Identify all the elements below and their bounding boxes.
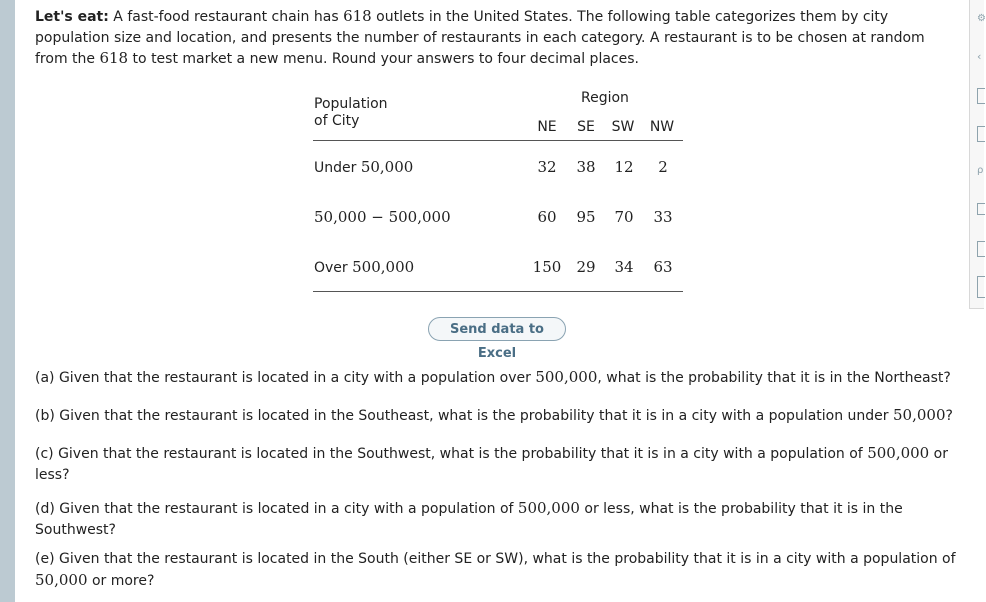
q-text: or more? (87, 572, 155, 589)
tool-icon-4[interactable] (977, 203, 985, 215)
question-c (35, 443, 965, 485)
left-sidebar-strip (0, 0, 15, 602)
q-num: 50,000 (893, 406, 946, 424)
intro-num-1: 618 (343, 7, 372, 25)
tool-icon-3[interactable]: ρ (977, 165, 984, 176)
table-bottom-rule (313, 291, 683, 292)
tool-icon-1[interactable] (977, 88, 985, 104)
q-text: (e) Given that the restaurant is located in the South (either SE or SW), what is the probability that it is in a city with a population of (35, 551, 956, 567)
cell-mid-nw: 33 (653, 208, 673, 226)
tool-icon-5[interactable] (977, 241, 985, 257)
row-label-num: 50,000 (360, 158, 414, 176)
row-header-line-2: of City (314, 113, 360, 129)
q-text: (a) Given that the restaurant is located in a city with a population over (35, 370, 536, 386)
cell-over-500000-nw: 63 (653, 258, 673, 276)
q-num: 50,000 (35, 570, 88, 589)
cell-over-500000-sw: 34 (614, 258, 634, 276)
q-text: or less? (35, 446, 948, 483)
q-text: or less, what is the probability that it is in the Southwest? (35, 501, 903, 538)
intro-num-2: 618 (99, 49, 129, 67)
column-header-se: SE (577, 119, 595, 135)
q-num: 500,000 (535, 368, 598, 386)
problem-intro (35, 6, 950, 70)
row-label-over-500000 (314, 258, 414, 276)
cell-over-500000-se: 29 (576, 258, 596, 276)
send-data-to-excel-button[interactable]: Send data to Excel (428, 317, 566, 341)
q-text: (d) Given that the restaurant is located in a city with a population of (35, 501, 518, 517)
row-label-num: 50,000 − 500,000 (314, 208, 451, 226)
row-header (314, 96, 388, 130)
cell-under-50000-sw: 12 (614, 158, 634, 176)
q-text: , what is the probability that it is in the Northeast? (597, 370, 951, 386)
question-d (35, 498, 965, 540)
q-num: 500,000 (517, 499, 580, 517)
cell-under-50000-se: 38 (576, 158, 596, 176)
q-text: (b) Given that the restaurant is located in the Southeast, what is the probability that it is in a city with a population under (35, 408, 894, 424)
intro-text-3: to test market a new menu. Round your answers to four decimal places. (128, 51, 639, 67)
q-text: ? (945, 408, 953, 424)
q-text: (c) Given that the restaurant is located in the Southwest, what is the probability that it is in a city with a population of (35, 446, 868, 462)
header-divider (313, 140, 683, 141)
tool-icon-2[interactable] (977, 126, 985, 142)
question-a (35, 367, 965, 389)
row-label-under-50000 (314, 158, 413, 176)
question-b (35, 405, 965, 427)
row-label-text: Under (314, 160, 361, 176)
row-header-line-1: Population (314, 96, 388, 112)
right-tool-panel (969, 0, 984, 309)
intro-text-2: outlets in the United States. The following table categorizes them by city population size and location, and presents the number of restaurants in each category. A restaurant is to be chosen at random from the (35, 9, 925, 67)
chevron-left-icon[interactable]: ‹ (977, 50, 982, 63)
data-table (313, 86, 683, 293)
row-label-num: 500,000 (352, 258, 415, 276)
cell-mid-se: 95 (576, 208, 596, 226)
row-label-text: Over (314, 260, 353, 276)
cell-mid-sw: 70 (614, 208, 634, 226)
cell-under-50000-ne: 32 (537, 158, 557, 176)
column-header-sw: SW (611, 119, 635, 135)
q-num: 500,000 (867, 444, 930, 462)
question-e (35, 549, 965, 591)
settings-icon[interactable]: ⚙ (977, 13, 986, 24)
cell-under-50000-nw: 2 (658, 158, 668, 176)
intro-text-1: A fast-food restaurant chain has (108, 9, 344, 25)
column-header-ne: NE (537, 119, 557, 135)
cell-mid-ne: 60 (537, 208, 557, 226)
column-group-header: Region (581, 90, 629, 106)
intro-lead: Let's eat: (35, 9, 109, 25)
column-header-nw: NW (649, 119, 675, 135)
tool-icon-6[interactable] (977, 276, 985, 298)
row-label-50000-500000 (314, 208, 451, 226)
cell-over-500000-ne: 150 (532, 258, 562, 276)
